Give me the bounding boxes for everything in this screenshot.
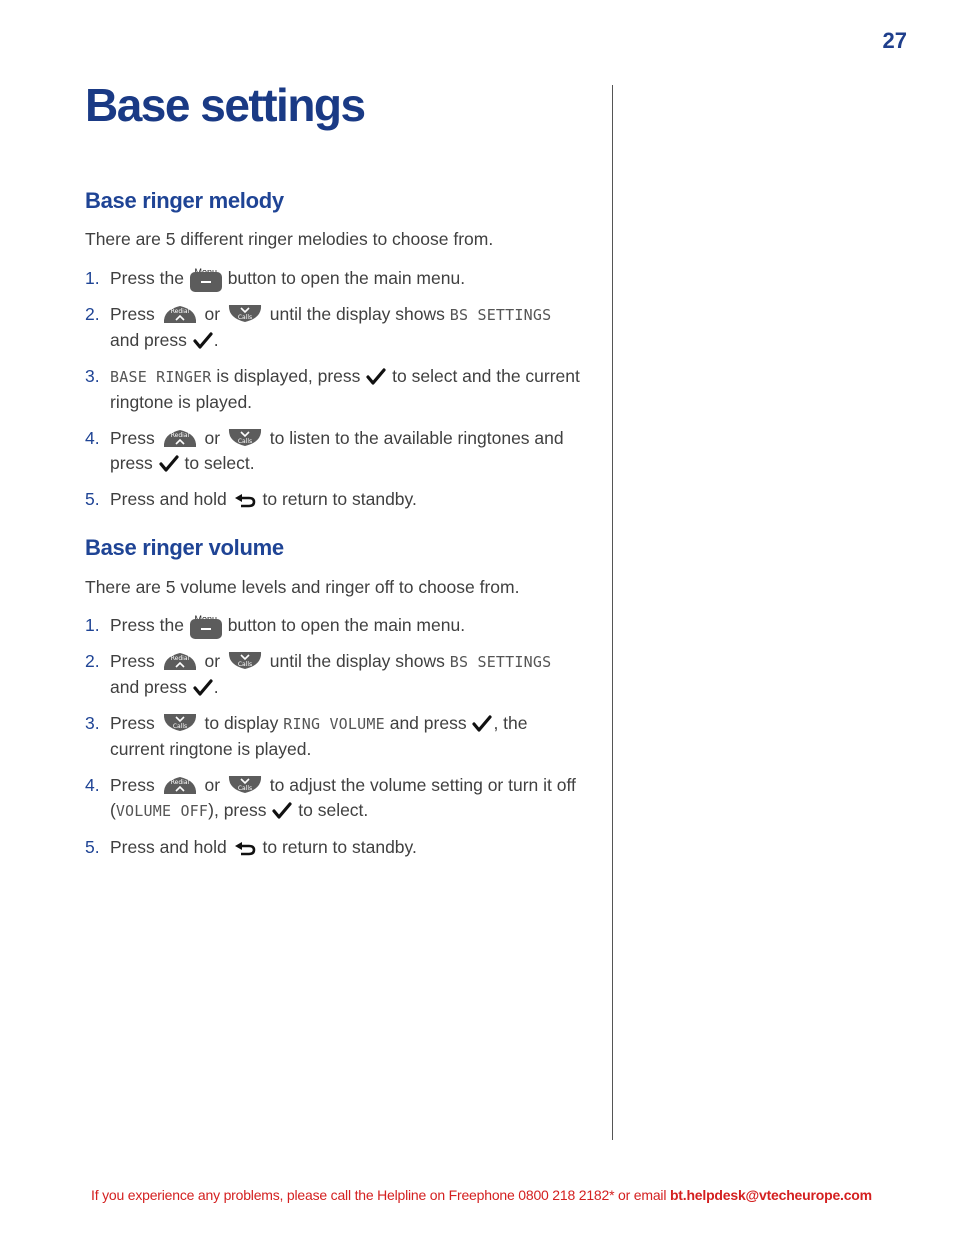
ok-tick-icon xyxy=(366,368,386,385)
display-text: VOLUME OFF xyxy=(115,802,209,820)
display-text: BS SETTINGS xyxy=(449,306,552,324)
step-number: 4. xyxy=(85,428,100,448)
step-number: 2. xyxy=(85,651,100,671)
redial-up-button-icon xyxy=(161,428,199,448)
calls-down-button-icon xyxy=(161,713,199,733)
list-item: 3. Press Calls to display RING VOLUME and press , the current ringtone is played. xyxy=(85,713,528,759)
step-number: 1. xyxy=(85,268,100,288)
menu-button-icon xyxy=(190,616,222,638)
ok-tick-icon xyxy=(193,679,213,696)
column-divider xyxy=(612,85,613,1140)
svg-text:Calls: Calls xyxy=(237,785,253,792)
step-number: 1. xyxy=(85,615,100,635)
svg-text:Calls: Calls xyxy=(237,438,253,445)
section-intro: There are 5 different ringer melodies to choose from. xyxy=(85,229,494,249)
list-item: 5. Press and hold to return to standby. xyxy=(85,487,585,512)
list-item: 1. Press the button to open the main menu. xyxy=(85,266,585,291)
calls-down-button-icon xyxy=(226,775,264,795)
list-item: 2. Press Redial or Calls until the display shows BS SETTINGS and press . xyxy=(85,651,552,697)
ok-tick-icon xyxy=(159,455,179,472)
redial-up-button-icon xyxy=(161,651,199,671)
svg-text:Calls: Calls xyxy=(237,661,253,668)
ok-tick-icon xyxy=(193,332,213,349)
steps-list-ringer-volume xyxy=(85,613,585,860)
page-title: Base settings xyxy=(85,79,365,131)
step-number: 5. xyxy=(85,489,100,509)
display-text: BASE RINGER xyxy=(110,368,212,386)
svg-text:Redial: Redial xyxy=(170,432,189,439)
menu-button-icon xyxy=(190,269,222,291)
step-number: 5. xyxy=(85,837,100,857)
svg-text:Redial: Redial xyxy=(170,655,189,662)
list-item: 2. Press Redial or Calls until the display shows BS SETTINGS and press . xyxy=(85,304,552,350)
section-title-ringer-melody: Base ringer melody xyxy=(85,188,284,213)
helpline-footer: If you experience any problems, please call the Helpline on Freephone 0800 218 2182* or email bt.helpdesk@vtecheurope.com xyxy=(91,1187,872,1203)
calls-down-button-icon xyxy=(226,428,264,448)
ok-tick-icon xyxy=(272,802,292,819)
step-number: 3. xyxy=(85,713,100,733)
display-text: RING VOLUME xyxy=(283,715,385,733)
ok-tick-icon xyxy=(472,715,492,732)
helpdesk-email: bt.helpdesk@vtecheurope.com xyxy=(669,1187,872,1203)
steps-list-ringer-melody xyxy=(85,266,585,512)
redial-up-button-icon xyxy=(161,304,199,324)
step-number: 2. xyxy=(85,304,100,324)
redial-up-button-icon xyxy=(161,775,199,795)
calls-down-button-icon xyxy=(226,304,264,324)
back-arrow-icon xyxy=(233,492,257,508)
section-title-ringer-volume: Base ringer volume xyxy=(85,535,284,560)
display-text: BS SETTINGS xyxy=(449,653,552,671)
list-item: 4. Press Redial or Calls to listen to the available ringtones and press to select. xyxy=(85,428,564,473)
calls-down-button-icon xyxy=(226,651,264,671)
svg-text:Redial: Redial xyxy=(170,308,189,315)
section-intro: There are 5 volume levels and ringer off to choose from. xyxy=(85,577,520,597)
list-item: 5. Press and hold to return to standby. xyxy=(85,835,585,860)
step-number: 4. xyxy=(85,775,100,795)
page-number: 27 xyxy=(882,28,907,53)
list-item: 3. BASE RINGER is displayed, press to select and the current ringtone is played. xyxy=(85,366,580,412)
step-number: 3. xyxy=(85,366,100,386)
list-item: 4. Press Redial or Calls to adjust the volume setting or turn it off (VOLUME OFF), press to select. xyxy=(85,775,576,820)
list-item: 1. Press the button to open the main menu. xyxy=(85,613,585,638)
svg-text:Calls: Calls xyxy=(237,314,253,321)
svg-text:Redial: Redial xyxy=(170,779,189,786)
svg-text:Calls: Calls xyxy=(172,723,187,730)
back-arrow-icon xyxy=(233,840,257,856)
